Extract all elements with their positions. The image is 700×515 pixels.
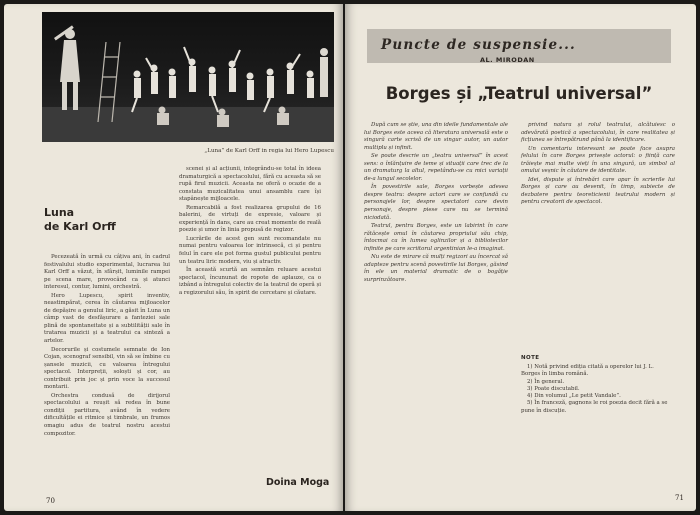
- left-column-1: [44, 254, 170, 509]
- note-item: 1) Notă privind ediția citată a operelor lui J. L. Borges în limba română.: [521, 364, 654, 378]
- paragraph: Orchestra condusă de dirijorul spectacolului a reușit să redea în bune condiții partitura, având în vedere dificultățile ei ritmice și timbrale, un frumos omagiu adus de teatrul nostru acestui compozitor.: [44, 392, 170, 437]
- paragraph: În povestirile sale, Borges vorbește adesea despre teatru: despre actori care se confundă cu personajele lor, despre spectatori care devin personaje, despre piese care nu se termină niciodată.: [364, 184, 508, 221]
- right-page: [345, 4, 696, 511]
- notes-heading: NOTE: [521, 355, 540, 361]
- paragraph: În această scurtă an semnăm reluare acestui spectacol, încununat de ropote de aplauze, ca o izbând a întregului colectiv de la teatrul de operă și a regizorului său, în spirit de cercetare și căutare.: [179, 267, 321, 296]
- dancers-illustration: [42, 12, 334, 142]
- photo-caption: „Luna” de Karl Orff in regia lui Hero Lupescu: [204, 148, 334, 154]
- left-column-2: [179, 166, 321, 476]
- article-title: Luna: [44, 206, 75, 219]
- author-signature: Doina Moga: [266, 477, 330, 488]
- left-page: [4, 4, 343, 511]
- paragraph: privind natura și rolul teatrului, alcătuiesc o adevărată poetică a spectacolului, în care realitatea și ficțiunea se întrepătrund până la identificare.: [521, 122, 675, 144]
- paragraph: Nu este de mirare că mulți regizori au încercat să adapteze pentru scenă povestirile lui Borges, găsind în ele un material dramatic de o bogăție surprinzătoare.: [364, 254, 508, 283]
- article-headline: Borges și „Teatrul universal”: [385, 84, 653, 103]
- paragraph: Idei, dispute și întrebări care apar în scrierile lui Borges și care au devenit, în timp, subiecte de dezbatere pentru teoreticienii teatrului modern și pentru creatorii de spectacol.: [521, 176, 675, 206]
- stage-photo: [42, 12, 334, 142]
- paragraph: Lucrările de acest gen sunt recomandate nu numai pentru valoarea lor intrinsecă, ci și pentru felul în care ele pot forma gustul publicului pentru un teatru liric modern, viu și atractiv.: [179, 235, 321, 265]
- paragraph: Pecezeată în urmă cu câțiva ani, în cadrul festivalului studio experimental, lucrarea lui Karl Orff a văzut, în sfârșit, luminile rampei pe scena mare, provocând ca și atunci interesul, contur, lumini, orchestră.: [44, 254, 170, 291]
- paragraph: scenei și al acțiunii, integrându-se total în ideea dramaturgică a spectacolului, fără cu aceasta să se rupă firul muzicii. Aceasta ne oferă o ocazie de a constata muzicalitatea unui ansamblu care își stapânește mijloacele.: [179, 166, 321, 203]
- page-number: 71: [675, 494, 684, 502]
- right-column-1: [364, 122, 508, 497]
- note-item: 4) Din volumul „Le petit Vandale”.: [527, 393, 621, 400]
- page-number: 70: [46, 497, 55, 505]
- right-column-2: [521, 122, 675, 340]
- paragraph: Un comentariu interesant se poate face asupra felului în care Borges privește actorul: o ființă care trăiește mai multe vieți în una singură, un simbol al omului veșnic în căutare de identitate.: [521, 145, 675, 175]
- note-item: 2) În general.: [527, 378, 565, 385]
- article-subtitle: de Karl Orff: [44, 220, 116, 233]
- notes-list: [521, 364, 673, 415]
- note-item: 5) În franceză, gagnons le roi poezia decit fără a se pune în discuție.: [521, 400, 668, 414]
- author-name: AL. MIRODAN: [480, 56, 535, 64]
- series-title: Puncte de suspensie...: [381, 37, 576, 53]
- paragraph: Teatrul, pentru Borges, este un labirint în care rătăcește omul în căutarea propriului său chip, întocmai ca în lumea oglinzilor și a bibliotecilor infinite pe care scriitorul argentinian le-a imaginat.: [364, 223, 508, 252]
- paragraph: Hero Lupescu, spirit inventiv, neastimpărat, cerea în căutarea mijloacelor de depășire a genului liric, a găsit în Luna un câmp vast de desfășurare a fanteziei sale plină de spontaneitate și a subtilității sale în tratarea muzicii și a teatrului ca sinteză a artelor.: [44, 292, 170, 345]
- paragraph: Remarcabilă a fost realizarea grupului de 16 balerini, de virtuți de expresie, valoare și experiență în dans, care au creat momente de reală poezie și umor în linia propusă de regizor.: [179, 204, 321, 234]
- paragraph: Decorurile și costumele semnate de Ion Cojan, scenograf sensibil, vin să se îmbine cu șansele muzicii, cu valoarea întregului spectacol. Interpreții, soloști și cor, au contribuit prin joc și prin voce la succesul montarii.: [44, 346, 170, 391]
- note-item: 3) Poate discutabil.: [527, 385, 580, 392]
- paragraph: Se poate descrie un „teatru universal” în acest sens: o înlănțuire de teme și situații care trec de la un dramaturg la altul, repetându-se cu mici variații de-a lungul secolelor.: [364, 153, 508, 182]
- paragraph: După cum se știe, una din ideile fundamentale ale lui Borges este aceea că literatura universală este o singură carte scrisă de un singur autor, un autor multiplu și infinit.: [364, 122, 508, 151]
